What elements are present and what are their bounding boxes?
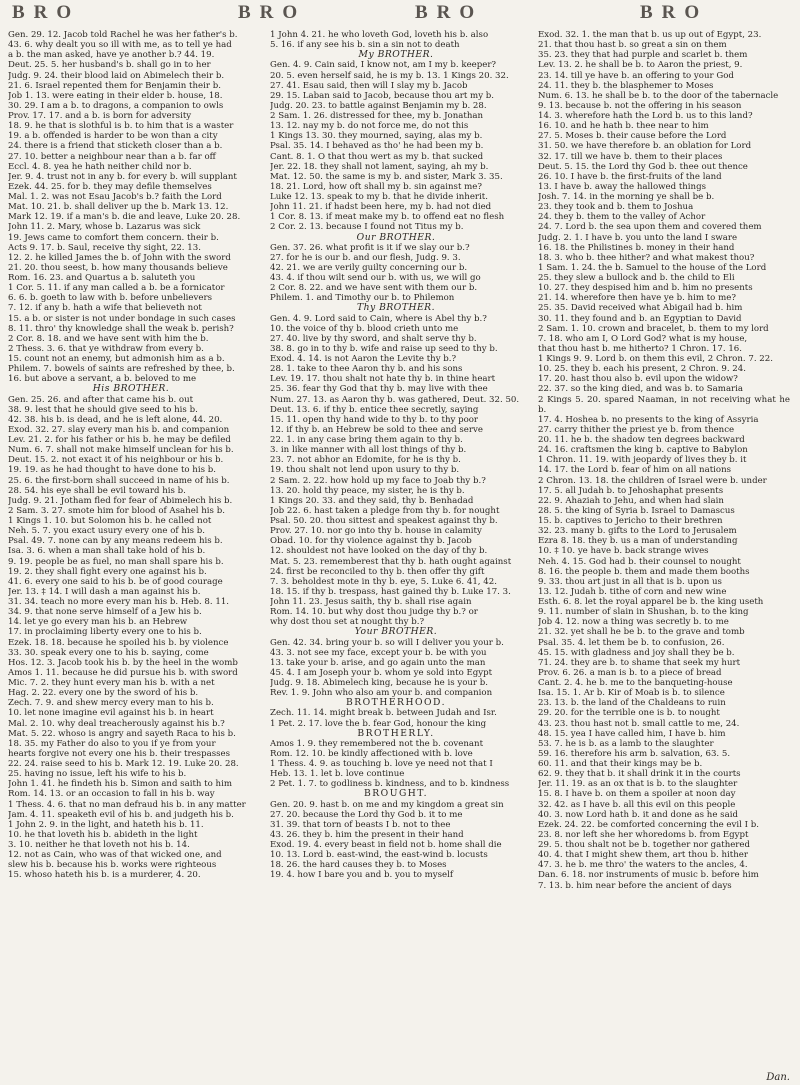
concordance-line: Judg. 9. 18. Abimelech king, because he is your b.	[270, 678, 488, 688]
concordance-line: Judg. 2. 1. I have b. you unto the land I sware	[538, 232, 738, 243]
concordance-line: John 1. 41. he findeth his b. Simon and saith to him	[8, 779, 232, 790]
concordance-line: 2 Cor. 2. 13. because I found not Titus my b.	[270, 222, 464, 233]
concordance-line: 12. 2. he killed James the b. of John with the sword	[8, 252, 231, 263]
concordance-line: 28. 5. the king of Syria b. Israel to Damascus	[538, 505, 735, 516]
concordance-line: 2 Sam. 2. 22. how hold up my face to Joab thy b.?	[270, 475, 486, 486]
concordance-line: 27. for he is our b. and our flesh, Judg. 9. 3.	[270, 252, 461, 263]
concordance-line: 22. 24. raise seed to his b. Mark 12. 19. Luke 20. 28.	[8, 759, 239, 769]
concordance-line: 24. 11. they b. the blasphemer to Moses	[538, 80, 714, 91]
concordance-line: Zech. 11. 14. might break b. between Judah and Isr.	[270, 708, 497, 719]
concordance-line: Deut. 5. 15. the Lord thy God b. thee out thence	[538, 161, 748, 172]
section-heading: BROTHERHOOD.	[345, 697, 446, 709]
concordance-line: 1 John 4. 21. he who loveth God, loveth his b. also	[270, 30, 489, 40]
concordance-line: 10. 13. Lord b. east-wind, the east-wind b. locusts	[270, 850, 488, 861]
concordance-line: Gen. 29. 12. Jacob told Rachel he was her father's b.	[8, 30, 238, 40]
concordance-line: Gen. 4. 9. Cain said, I know not, am I my b. keeper?	[270, 60, 497, 71]
concordance-line: 30. 11. they found and b. an Egyptian to David	[538, 313, 742, 324]
concordance-line: 9. 11. number of slain in Shushan, b. to the king	[538, 607, 749, 618]
section-heading: His BROTHER.	[92, 383, 170, 395]
concordance-line: Rev. 1. 9. John who also am your b. and companion	[270, 688, 493, 699]
section-heading: BROTHERLY.	[357, 727, 435, 739]
concordance-line: 16. 18. the Philistines b. money in their hand	[538, 242, 735, 253]
concordance-line: 16. 10. and he hath b. thee near to him	[538, 121, 709, 132]
concordance-line: 24. 7. Lord b. the sea upon them and covered them	[538, 222, 762, 233]
column-left	[8, 30, 254, 1080]
concordance-line: 15. a b. or sister is not under bondage in such cases	[8, 313, 236, 324]
concordance-line: Josh. 7. 14. in the morning ye shall be b.	[538, 192, 715, 202]
concordance-line: Mark 12. 19. if a man's b. die and leave, Luke 20. 28.	[8, 212, 241, 223]
concordance-line: 14. let ye go every man his b. an Hebrew	[8, 617, 188, 628]
concordance-line: Rom. 12. 10. be kindly affectioned with b. love	[270, 748, 473, 759]
concordance-line: Jer. 13. ‡ 14. I will dash a man against his b.	[8, 586, 201, 597]
concordance-line: Num. 6. 13. he shall be b. to the door of the tabernacle	[538, 90, 779, 101]
concordance-line: 23. 8. nor left she her whoredoms b. from Egypt	[538, 829, 749, 840]
concordance-line: 27. 10. better a neighbour near than a b. far off	[8, 151, 216, 162]
concordance-line: 19. Jews came to comfort them concern. their b.	[8, 232, 219, 243]
concordance-line: Heb. 13. 1. let b. love continue	[270, 769, 405, 780]
concordance-line: 15. count not an enemy, but admonish him as a b.	[8, 354, 225, 364]
concordance-line: 10. he that loveth his b. abideth in the light	[8, 829, 198, 840]
concordance-line: Acts 9. 17. b. Saul, receive thy sight, 22. 13.	[8, 242, 201, 253]
concordance-line: 1 Cor. 5. 11. if any man called a b. be a fornicator	[8, 283, 225, 294]
concordance-line: Mal. 1. 2. was not Esau Jacob's b.? faith the Lord	[8, 192, 222, 202]
concordance-line: 8. 11. thro' thy knowledge shall the weak b. perish?	[8, 323, 234, 334]
concordance-line: Zech. 7. 9. and shew mercy every man to his b.	[8, 698, 214, 709]
concordance-line: a b. the man asked, have ye another b.? 44. 19.	[8, 50, 215, 61]
concordance-line: 27. 5. Moses b. their cause before the Lord	[538, 131, 727, 142]
concordance-line: 1 Cor. 8. 13. if meat make my b. to offend eat no flesh	[270, 212, 505, 223]
running-head-left-a: BRO	[12, 2, 81, 23]
concordance-line: Mat. 5. 23. rememberest that thy b. hath ought against	[270, 556, 512, 567]
concordance-line: Num. 27. 13. as Aaron thy b. was gathered, Deut. 32. 50.	[270, 394, 520, 405]
concordance-line: 10. ‡ 10. ye have b. back strange wives	[538, 546, 709, 557]
concordance-line: Rom. 14. 13. or an occasion to fall in his b. way	[8, 789, 215, 800]
concordance-line: 20. 11. he b. the shadow ten degrees backward	[538, 435, 745, 445]
concordance-line: 25. 6. the first-born shall succeed in name of his b.	[8, 475, 230, 486]
concordance-line: Prov. 27. 10. nor go into thy b. house in calamity	[270, 526, 482, 537]
concordance-line: John 11. 2. Mary, whose b. Lazarus was sick	[8, 222, 201, 233]
concordance-line: 31. 39. that torn of beasts I b. not to thee	[270, 819, 451, 830]
concordance-line: 14. 3. wherefore hath the Lord b. us to this land?	[538, 111, 753, 121]
concordance-line: Deut. 13. 6. if thy b. entice thee secretly, saying	[270, 404, 479, 415]
concordance-line: Neh. 5. 7. you exact usury every one of his b.	[8, 526, 205, 537]
concordance-line: 23. 14. till ye have b. an offering to your God	[538, 70, 734, 81]
concordance-line: 21. 6. Israel repented them for Benjamin their b.	[8, 80, 221, 91]
concordance-line: 17. 4. Hoshea b. no presents to the king of Assyria	[538, 414, 759, 425]
concordance-line: 3. in like manner with all lost things of thy b.	[270, 445, 467, 456]
column-right	[538, 30, 790, 1080]
concordance-line: 1 Chron. 11. 19. with jeopardy of lives they b. it	[538, 455, 747, 466]
concordance-line: Gen. 4. 9. Lord said to Cain, where is Abel thy b.?	[270, 313, 487, 324]
concordance-line: Exod. 19. 4. every beast in field not b. home shall die	[270, 840, 502, 850]
concordance-line: 2 Chron. 13. 18. the children of Israel were b. under	[538, 475, 767, 486]
concordance-line: Mic. 7. 2. they hunt every man his b. with a net	[8, 678, 215, 688]
concordance-line: Ezek. 24. 22. be comforted concerning the evil I b.	[538, 819, 759, 830]
concordance-line: 15. whoso hateth his b. is a murderer, 4. 20.	[8, 870, 201, 881]
concordance-line: 13. I have b. away the hallowed things	[538, 181, 707, 192]
concordance-line: Exod. 32. 1. the man that b. us up out of Egypt, 23.	[538, 30, 762, 40]
section-heading: Thy BROTHER.	[356, 302, 436, 314]
concordance-line: Rom. 16. 23. and Quartus a b. saluteth you	[8, 273, 196, 283]
concordance-line: Lev. 19. 17. thou shalt not hate thy b. in thine heart	[270, 374, 496, 385]
concordance-line: 19. 19. as he had thought to have done to his b.	[8, 465, 216, 476]
concordance-line: Exod. 32. 27. slay every man his b. and companion	[8, 424, 230, 435]
concordance-line: 26. 10. I have b. the first-fruits of the land	[538, 171, 722, 182]
concordance-line: Judg. 20. 23. to battle against Benjamin my b. 28.	[270, 100, 487, 111]
concordance-line: 23. they took and b. them to Joshua	[538, 202, 694, 213]
concordance-line: Cant. 2. 4. he b. me to the banqueting-house	[538, 678, 733, 688]
concordance-line: Psal. 49. 7. none can by any means redeem his b.	[8, 536, 223, 547]
concordance-line: 2 Sam. 1. 26. distressed for thee, my b. Jonathan	[270, 111, 484, 121]
concordance-line: 2 Cor. 8. 18. and we have sent with him the b.	[8, 333, 209, 344]
concordance-line: Isa. 15. 1. Ar b. Kir of Moab is b. to silence	[538, 688, 725, 699]
concordance-line: 18. 35. my Father do also to you if ye from your	[8, 738, 216, 749]
concordance-line: 5. 16. if any see his b. sin a sin not to death	[270, 40, 460, 51]
concordance-line: Mat. 5. 22. whoso is angry and sayeth Raca to his b.	[8, 728, 236, 739]
concordance-line: 21. 32. yet shall he be b. to the grave and tomb	[538, 627, 745, 638]
concordance-line: 33. 30. speak every one to his b. saying, come	[8, 647, 209, 658]
concordance-line: 12. not as Cain, who was of that wicked one, and	[8, 850, 222, 861]
concordance-line: 34. 9. that none serve himself of a Jew his b.	[8, 607, 202, 618]
concordance-line: 19. a b. offended is harder to be won than a city	[8, 131, 218, 142]
section-heading: My BROTHER.	[358, 49, 434, 61]
concordance-line: Psal. 50. 20. thou sittest and speakest against thy b.	[270, 516, 498, 526]
concordance-line: 2 Cor. 8. 22. and we have sent with them our b.	[270, 283, 478, 294]
running-head-right-b: BRO	[640, 2, 709, 23]
concordance-line: 24. they b. them to the valley of Achor	[538, 212, 706, 223]
concordance-line: 20. 5. even herself said, he is my b. 13. 1 Kings 20. 32.	[270, 70, 509, 81]
concordance-line: 10. the voice of thy b. blood crieth unto me	[270, 323, 459, 334]
concordance-line: 40. 3. now Lord hath b. it and done as he said	[538, 809, 738, 820]
concordance-line: Rom. 14. 10. but why dost thou judge thy b.? or	[270, 607, 478, 618]
concordance-line: 1 Kings 13. 30. they mourned, saying, alas my b.	[270, 131, 483, 142]
concordance-line: 60. 11. and that their kings may be b.	[538, 759, 703, 769]
concordance-line: Judg. 9. 21. Jotham fled for fear of Abimelech his b.	[8, 495, 233, 506]
concordance-line: Exod. 4. 14. is not Aaron the Levite thy b.?	[270, 354, 457, 364]
concordance-line: 8. 16. the people b. them and made them booths	[538, 566, 750, 577]
concordance-line: 10. 27. they despised him and b. him no presents	[538, 283, 753, 294]
concordance-line: 7. 3. beholdest mote in thy b. eye, 5. Luke 6. 41, 42.	[270, 576, 497, 587]
concordance-line: 27. 41. Esau said, then will I slay my b. Jacob	[270, 80, 468, 91]
concordance-line: 25. having no issue, left his wife to his b.	[8, 769, 187, 780]
concordance-line: 59. 16. therefore his arm b. salvation, 63. 5.	[538, 748, 731, 759]
concordance-line: 53. 7. he is b. as a lamb to the slaughter	[538, 738, 714, 749]
concordance-line: Mat. 10. 21. b. shall deliver up the b. Mark 13. 12.	[8, 202, 229, 213]
concordance-line: 28. 1. take to thee Aaron thy b. and his sons	[270, 364, 463, 375]
concordance-line: 15. 8. I have b. on them a spoiler at noon day	[538, 789, 736, 800]
concordance-line: 45. 15. with gladness and joy shall they be b.	[538, 647, 735, 658]
concordance-line: 31. 34. teach no more every man his b. Heb. 8. 11.	[8, 597, 230, 607]
concordance-line: 40. 4. that I might shew them, art thou b. hither	[538, 850, 748, 861]
section-heading: BROUGHT.	[364, 788, 428, 800]
concordance-line: 18. 9. he that is slothful is b. to him that is a waster	[8, 121, 234, 132]
concordance-line: 21. that thou hast b. so great a sin on them	[538, 40, 727, 51]
concordance-line: 10. 25. they b. each his present, 2 Chron. 9. 24.	[538, 364, 746, 375]
concordance-line: 48. 15. yea I have called him, I have b. him	[538, 728, 726, 739]
concordance-line: Philem. 1. and Timothy our b. to Philemon	[270, 293, 455, 304]
concordance-line: 42. 21. we are verily guilty concerning our b.	[270, 262, 468, 273]
concordance-line: 47. 3. he b. me thro' the waters to the ancles, 4.	[538, 860, 748, 871]
concordance-line: 18. 21. Lord, how oft shall my b. sin against me?	[270, 181, 482, 192]
concordance-line: 25. 36. fear thy God that thy b. may live with thee	[270, 384, 488, 395]
concordance-line: 1 Kings 20. 33. and they said, thy b. Benhadad	[270, 495, 474, 506]
concordance-line: 1 Thess. 4. 9. as touching b. love ye need not that I	[270, 759, 493, 769]
concordance-line: 24. 16. craftsmen the king b. captive to Babylon	[538, 445, 748, 456]
concordance-line: 12. if thy b. an Hebrew be sold to thee and serve	[270, 424, 483, 435]
concordance-line: 43. 26. they b. him the present in their hand	[270, 829, 464, 840]
concordance-line: Lev. 13. 2. he shall be b. to Aaron the priest, 9.	[538, 60, 743, 71]
concordance-line: 1 Kings 9. 9. Lord b. on them this evil, 2 Chron. 7. 22.	[538, 354, 773, 364]
concordance-line: Ezek. 44. 25. for b. they may defile themselves	[8, 181, 212, 192]
concordance-line: 9. 33. thou art just in all that is b. upon us	[538, 576, 722, 587]
concordance-line: 19. thou shalt not lend upon usury to thy b.	[270, 465, 460, 476]
concordance-line: 2 Pet. 1. 7. to godliness b. kindness, and to b. kindness	[270, 779, 510, 790]
running-head-right-a: BRO	[415, 2, 484, 23]
concordance-line: 19. 4. how I bare you and b. you to myself	[270, 870, 454, 881]
concordance-line: 13. take your b. arise, and go again unto the man	[270, 657, 486, 668]
concordance-line: 17. in proclaiming liberty every one to his b.	[8, 627, 202, 638]
concordance-line: 2 Sam. 1. 10. crown and bracelet, b. them to my lord	[538, 323, 769, 334]
column-middle	[270, 30, 522, 1080]
concordance-line: 41. 6. every one said to his b. be of good courage	[8, 576, 223, 587]
concordance-line: Gen. 20. 9. hast b. on me and my kingdom a great sin	[270, 799, 504, 810]
concordance-line: Psal. 35. 4. let them be b. to confusion, 26.	[538, 637, 725, 648]
concordance-line: 6. 6. b. goeth to law with b. before unbelievers	[8, 293, 212, 304]
concordance-line: 43. 4. if thou wilt send our b. with us, we will go	[270, 273, 481, 283]
concordance-line: 45. 4. I am Joseph your b. whom ye sold into Egypt	[270, 667, 493, 678]
concordance-line: Mal. 2. 10. why deal treacherously against his b.?	[8, 718, 225, 729]
concordance-line: Cant. 8. 1. O that thou wert as my b. that sucked	[270, 151, 484, 162]
section-heading: Your BROTHER.	[354, 626, 438, 638]
concordance-line: 32. 17. till we have b. them to their places	[538, 151, 723, 162]
concordance-line: 15. 11. open thy hand wide to thy b. to thy poor	[270, 414, 479, 425]
concordance-line: 23. 13. b. the land of the Chaldeans to ruin	[538, 698, 726, 709]
concordance-line: 3. 10. neither he that loveth not his b. 14.	[8, 840, 190, 850]
concordance-line: 15. b. captives to Jericho to their brethren	[538, 516, 723, 526]
concordance-line: 17. 5. all Judah b. to Jehoshaphat presents	[538, 485, 724, 496]
concordance-line: Job 22. 6. hast taken a pledge from thy b. for nought	[270, 505, 500, 516]
concordance-line: Deut. 15. 2. not exact it of his neighbour or his b.	[8, 455, 224, 466]
concordance-line: Hag. 2. 22. every one by the sword of his b.	[8, 688, 199, 699]
concordance-line: 28. 54. his eye shall be evil toward his b.	[8, 485, 186, 496]
concordance-line: Esth. 6. 8. let the royal apparel be b. the king useth	[538, 597, 764, 607]
concordance-line: 21. 20. thou seest, b. how many thousands believe	[8, 262, 228, 273]
running-head	[0, 0, 800, 30]
concordance-line: Deut. 25. 5. her husband's b. shall go in to her	[8, 60, 211, 71]
concordance-line: Dan. 6. 18. nor instruments of music b. before him	[538, 870, 759, 881]
concordance-line: Amos 1. 11. because he did pursue his b. with sword	[8, 667, 238, 678]
text-columns	[8, 30, 796, 1080]
concordance-line: Ezek. 18. 18. because he spoiled his b. by violence	[8, 637, 229, 648]
concordance-line: 24. first be reconciled to thy b. then offer thy gift	[270, 566, 485, 577]
concordance-line: 43. 6. why dealt you so ill with me, as to tell ye had	[8, 40, 232, 51]
concordance-line: 43. 23. thou hast not b. small cattle to me, 24.	[538, 718, 740, 729]
catchword: Dan.	[766, 1072, 790, 1083]
concordance-line: 10. let none imagine evil against his b. in heart	[8, 708, 214, 719]
concordance-line: 22. 9. Ahaziah to Jehu, and when had slain	[538, 495, 724, 506]
concordance-line: Jer. 9. 4. trust not in any b. for every b. will supplant	[8, 171, 237, 182]
concordance-line: 38. 8. go in to thy b. wife and raise up seed to thy b.	[270, 343, 498, 354]
concordance-line: Philem. 7. bowels of saints are refreshed by thee, b.	[8, 364, 235, 375]
concordance-line: 18. 26. the hard causes they b. to Moses	[270, 860, 447, 871]
concordance-line: 25. 35. David received what Abigail had b. him	[538, 303, 743, 314]
concordance-line: that thou hast b. me hitherto? 1 Chron. 17. 16.	[538, 343, 742, 354]
concordance-line: 27. 20. because the Lord thy God b. it to me	[270, 809, 463, 820]
concordance-line: Ezra 8. 18. they b. us a man of understanding	[538, 536, 738, 547]
concordance-line: 13. 12. nay my b. do not force me, do not this	[270, 121, 469, 132]
concordance-line: 22. 1. in any case bring them again to thy b.	[270, 435, 463, 445]
concordance-line: 29. 5. thou shalt not be b. together nor gathered	[538, 840, 751, 850]
concordance-line: 32. 23. many b. gifts to the Lord to Jerusalem	[538, 526, 737, 537]
concordance-line: 1 Sam. 1. 24. the b. Samuel to the house of the Lord	[538, 262, 767, 273]
concordance-line: Gen. 37. 26. what profit is it if we slay our b.?	[270, 242, 470, 253]
concordance-line: 7. 13. b. him near before the ancient of days	[538, 880, 732, 891]
concordance-line: 24. there is a friend that sticketh closer than a b.	[8, 141, 223, 152]
concordance-line: 62. 9. they that b. it shall drink it in the courts	[538, 769, 741, 780]
concordance-line: Jer. 22. 18. they shall not lament, saying, ah my b.	[270, 161, 489, 172]
concordance-line: 32. 42. as I have b. all this evil on this people	[538, 799, 736, 810]
concordance-line: 13. 20. hold thy peace, my sister, he is thy b.	[270, 485, 465, 496]
concordance-line: 29. 15. Laban said to Jacob, because thou art my b.	[270, 90, 495, 101]
concordance-line: Num. 6. 7. shall not make himself unclean for his b.	[8, 445, 234, 456]
concordance-line: Obad. 10. for thy violence against thy b. Jacob	[270, 536, 472, 547]
concordance-line: 2 Thess. 3. 6. that ye withdraw from every b.	[8, 343, 204, 354]
concordance-line: Psal. 35. 14. I behaved as tho' he had been my b.	[270, 141, 484, 152]
concordance-line: Gen. 42. 34. bring your b. so will I deliver you your b.	[270, 637, 504, 648]
concordance-line: 27. 40. live by thy sword, and shalt serve thy b.	[270, 333, 477, 344]
concordance-line: 13. 12. Judah b. tithe of corn and new wine	[538, 586, 727, 597]
concordance-line: 22. 37. so the king died, and was b. to Samaria	[538, 384, 744, 395]
concordance-line: 31. 50. we have therefore b. an oblation for Lord	[538, 141, 752, 152]
concordance-line: Isa. 3. 6. when a man shall take hold of his b.	[8, 546, 206, 557]
running-head-left-b: BRO	[238, 2, 307, 23]
concordance-line: John 11. 23. Jesus saith, thy b. shall rise again	[270, 597, 472, 607]
concordance-line: hearts forgive not every one his b. their trespasses	[8, 748, 231, 759]
concordance-line: Luke 12. 13. speak to my b. that he divide inherit.	[270, 192, 488, 202]
concordance-line: Jer. 11. 19. as an ox that is b. to the slaughter	[538, 779, 738, 790]
concordance-line: 1 Kings 1. 10. but Solomon his b. he called not	[8, 516, 212, 526]
concordance-line: 43. 3. not see my face, except your b. be with you	[270, 647, 487, 658]
concordance-line: why dost thou set at nought thy b.?	[270, 617, 425, 628]
concordance-line: 18. 15. if thy b. trespass, hast gained thy b. Luke 17. 3.	[270, 586, 511, 597]
concordance-line: 7. 18. who am I, O Lord God? what is my house,	[538, 333, 748, 344]
concordance-line: Jam. 4. 11. speaketh evil of his b. and judgeth his b.	[8, 809, 234, 820]
concordance-line: Prov. 6. 26. a man is b. to a piece of bread	[538, 667, 722, 678]
concordance-line: Eccl. 4. 8. yea he hath neither child nor b.	[8, 161, 192, 172]
concordance-line: 35. 23. they that had purple and scarlet b. them	[538, 50, 748, 61]
concordance-line: 29. 20. for the terrible one is b. to nought	[538, 708, 720, 719]
concordance-line: Hos. 12. 3. Jacob took his b. by the heel in the womb	[8, 657, 238, 668]
concordance-line: 1 Thess. 4. 6. that no man defraud his b. in any matter	[8, 799, 246, 810]
concordance-line: Lev. 21. 2. for his father or his b. he may be defiled	[8, 435, 231, 445]
concordance-line: 71. 24. they are b. to shame that seek my hurt	[538, 657, 741, 668]
concordance-line: 9. 19. people be as fuel, no man shall spare his b.	[8, 556, 224, 567]
concordance-line: 30. 29. I am a b. to dragons, a companion to owls	[8, 100, 224, 111]
concordance-line: Job 4. 12. now a thing was secretly b. to me	[538, 617, 729, 628]
concordance-line: 42. 38. his b. is dead, and he is left alone, 44. 20.	[8, 414, 223, 425]
concordance-line: slew his b. because his b. works were righteous	[8, 860, 217, 871]
concordance-line: 38. 9. lest that he should give seed to his b.	[8, 404, 198, 415]
concordance-line: 23. 7. not abhor an Edomite, for he is thy b.	[270, 455, 461, 466]
concordance-line: 1 John 2. 9. in the light, and hateth his b. 11.	[8, 819, 204, 830]
concordance-line: 16. but above a servant, a b. beloved to me	[8, 374, 197, 385]
concordance-line: 12. shouldest not have looked on the day of thy b.	[270, 546, 488, 557]
concordance-line: 19. 2. they shall fight every one against his b.	[8, 566, 207, 577]
concordance-line: 9. 13. because b. not the offering in his season	[538, 100, 742, 111]
concordance-line: 25. they slew a bullock and b. the child to Eli	[538, 273, 735, 283]
concordance-line: John 11. 21. if hadst been here, my b. had not died	[270, 202, 492, 213]
concordance-line: Prov. 17. 17. and a b. is born for adversity	[8, 111, 192, 121]
concordance-line: 2 Sam. 3. 27. smote him for blood of Asahel his b.	[8, 505, 225, 516]
concordance-line: 7. 12. if any b. hath a wife that believeth not	[8, 303, 202, 314]
concordance-line: 1 Pet. 2. 17. love the b. fear God, honour the king	[270, 718, 487, 729]
concordance-line: 18. 3. who b. thee hither? and what makest thou?	[538, 252, 755, 263]
concordance-line: Neh. 4. 15. God had b. their counsel to nought	[538, 556, 741, 567]
concordance-line: Judg. 9. 24. their blood laid on Abimelech their b.	[8, 70, 225, 81]
concordance-line: 27. carry thither the priest ye b. from thence	[538, 424, 735, 435]
concordance-line: Mat. 12. 50. the same is my b. and sister, Mark 3. 35.	[270, 171, 503, 182]
concordance-line: 2 Kings 5. 20. spared Naaman, in not receiving what he b.	[538, 394, 790, 415]
concordance-line: Gen. 25. 26. and after that came his b. out	[8, 394, 194, 405]
concordance-line: Amos 1. 9. they remembered not the b. covenant	[270, 738, 484, 749]
concordance-line: 21. 14. wherefore then have ye b. him to me?	[538, 293, 736, 304]
concordance-line: 14. 17. the Lord b. fear of him on all nations	[538, 465, 732, 476]
concordance-line: 17. 20. hast thou also b. evil upon the widow?	[538, 374, 738, 385]
section-heading: Our BROTHER.	[356, 231, 436, 243]
concordance-line: Job 1. 13. were eating in their elder b. house, 18.	[8, 90, 223, 101]
